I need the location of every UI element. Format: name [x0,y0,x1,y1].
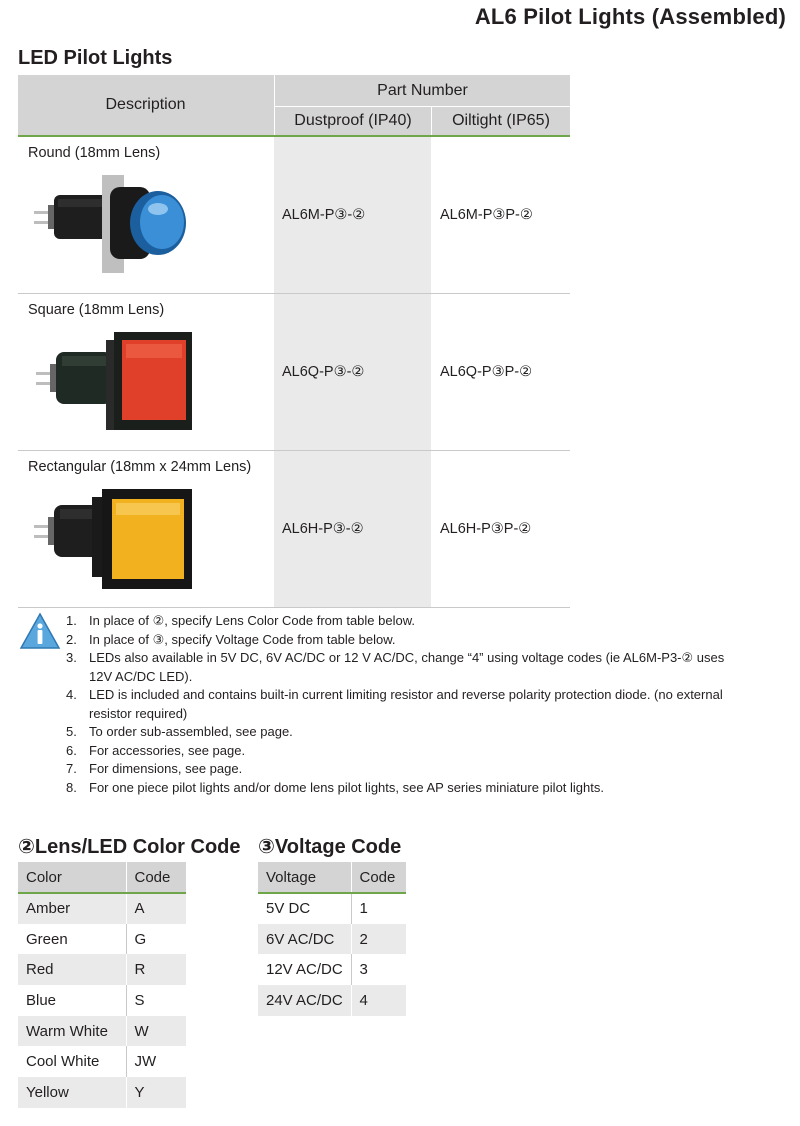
table-row [18,1046,186,1077]
note-text: In place of ②, specify Lens Color Code from table below. [89,613,415,628]
color-cell: Warm White [18,1016,126,1047]
list-item [66,686,726,723]
code-cell: Y [126,1077,186,1108]
header-description: Description [105,96,186,113]
oiltight-part-number: AL6H-P③P-② [440,521,532,537]
description-cell [18,451,274,607]
voltage-header: Voltage [258,862,351,893]
table-row [18,137,570,294]
info-icon [19,612,61,650]
table-row [18,294,570,451]
notes-list [66,612,726,797]
table-row [18,985,186,1016]
color-cell: Green [26,930,68,948]
code-header: Code [126,862,186,893]
note-text: For one piece pilot lights and/or dome lens pilot lights, see AP series miniature pilot lights. [89,779,604,795]
row-description: Round (18mm Lens) [28,145,161,161]
note-text: LED is included and contains built-in current limiting resistor and reverse polarity protection diode. (no external resistor required) [89,687,723,721]
list-item [66,779,726,798]
note-text: For accessories, see page. [89,742,246,758]
code-cell: A [126,893,186,924]
table-row [18,893,186,924]
table-row [258,985,406,1016]
table-header-row [18,862,186,893]
row-description: Rectangular (18mm x 24mm Lens) [28,459,252,475]
page-title: AL6 Pilot Lights (Assembled) [474,4,786,29]
row-description: Square (18mm Lens) [28,302,165,318]
dustproof-part-number: AL6Q-P③-② [274,294,431,450]
color-cell: Amber [18,893,126,924]
code-cell: 1 [351,893,406,924]
code-cell: 2 [351,924,406,955]
note-number: 7. [66,761,77,776]
table-row [18,1077,186,1108]
note-text: For dimensions, see page. [89,761,243,776]
list-item [66,649,726,686]
round-blue-pilot-light-image [28,165,208,285]
table-row [18,924,186,955]
note-number: 5. [66,724,77,739]
note-number: 8. [66,779,77,795]
note-text: To order sub-assembled, see page. [89,724,293,739]
code-cell: S [126,985,186,1016]
color-cell: Red [18,954,126,985]
code-header: Code [351,862,406,893]
rectangular-amber-pilot-light-image [28,479,208,599]
table-row [258,924,406,955]
code-cell: 3 [351,954,406,985]
list-item [66,612,726,631]
table-row [258,954,406,985]
code-cell: JW [126,1046,186,1077]
square-red-pilot-light-image [28,322,208,442]
list-item [66,723,726,742]
table-header-row [258,862,406,893]
note-number: 6. [66,742,77,758]
header-part-number: Part Number [274,75,570,106]
color-code-table [18,862,186,1108]
voltage-cell: 24V AC/DC [258,985,351,1016]
list-item [66,631,726,650]
note-number: 1. [66,613,77,628]
voltage-cell: 6V AC/DC [258,924,351,955]
description-cell [18,294,274,450]
oiltight-part-number: AL6Q-P③P-② [440,364,533,380]
list-item [66,760,726,779]
code-cell: G [126,924,186,955]
table-row [18,1016,186,1047]
voltage-code-title: ③Voltage Code [258,836,402,858]
note-number: 3. [66,650,77,665]
table-row [258,893,406,924]
voltage-cell: 12V AC/DC [266,961,343,979]
note-number: 4. [66,687,77,702]
voltage-cell: 5V DC [266,900,311,918]
color-cell: Cool White [26,1053,100,1071]
oiltight-part-number: AL6M-P③P-② [440,207,533,223]
table-row [18,451,570,608]
color-cell: Blue [26,991,57,1009]
note-number: 2. [66,631,77,647]
led-section-title: LED Pilot Lights [18,47,173,69]
table-row [18,954,186,985]
color-cell: Yellow [18,1077,126,1108]
header-dustproof: Dustproof (IP40) [274,106,431,135]
dustproof-part-number: AL6H-P③-② [274,451,431,607]
code-cell: 4 [351,985,406,1016]
code-cell: R [126,954,186,985]
description-cell [18,137,274,293]
list-item [66,742,726,761]
note-text: In place of ③, specify Voltage Code from table below. [89,631,396,647]
color-code-title: ②Lens/LED Color Code [18,836,241,858]
voltage-code-table [258,862,406,1016]
code-cell: W [126,1016,186,1047]
led-pilot-lights-table [18,75,570,608]
table-header [18,75,570,137]
color-header: Color [18,862,126,893]
note-text: LEDs also available in 5V DC, 6V AC/DC or 12 V AC/DC, change “4” using voltage codes (ie AL6M-P3-② uses 12V AC/DC LED). [89,650,725,684]
header-oiltight: Oiltight (IP65) [431,106,570,135]
dustproof-part-number: AL6M-P③-② [274,137,431,293]
